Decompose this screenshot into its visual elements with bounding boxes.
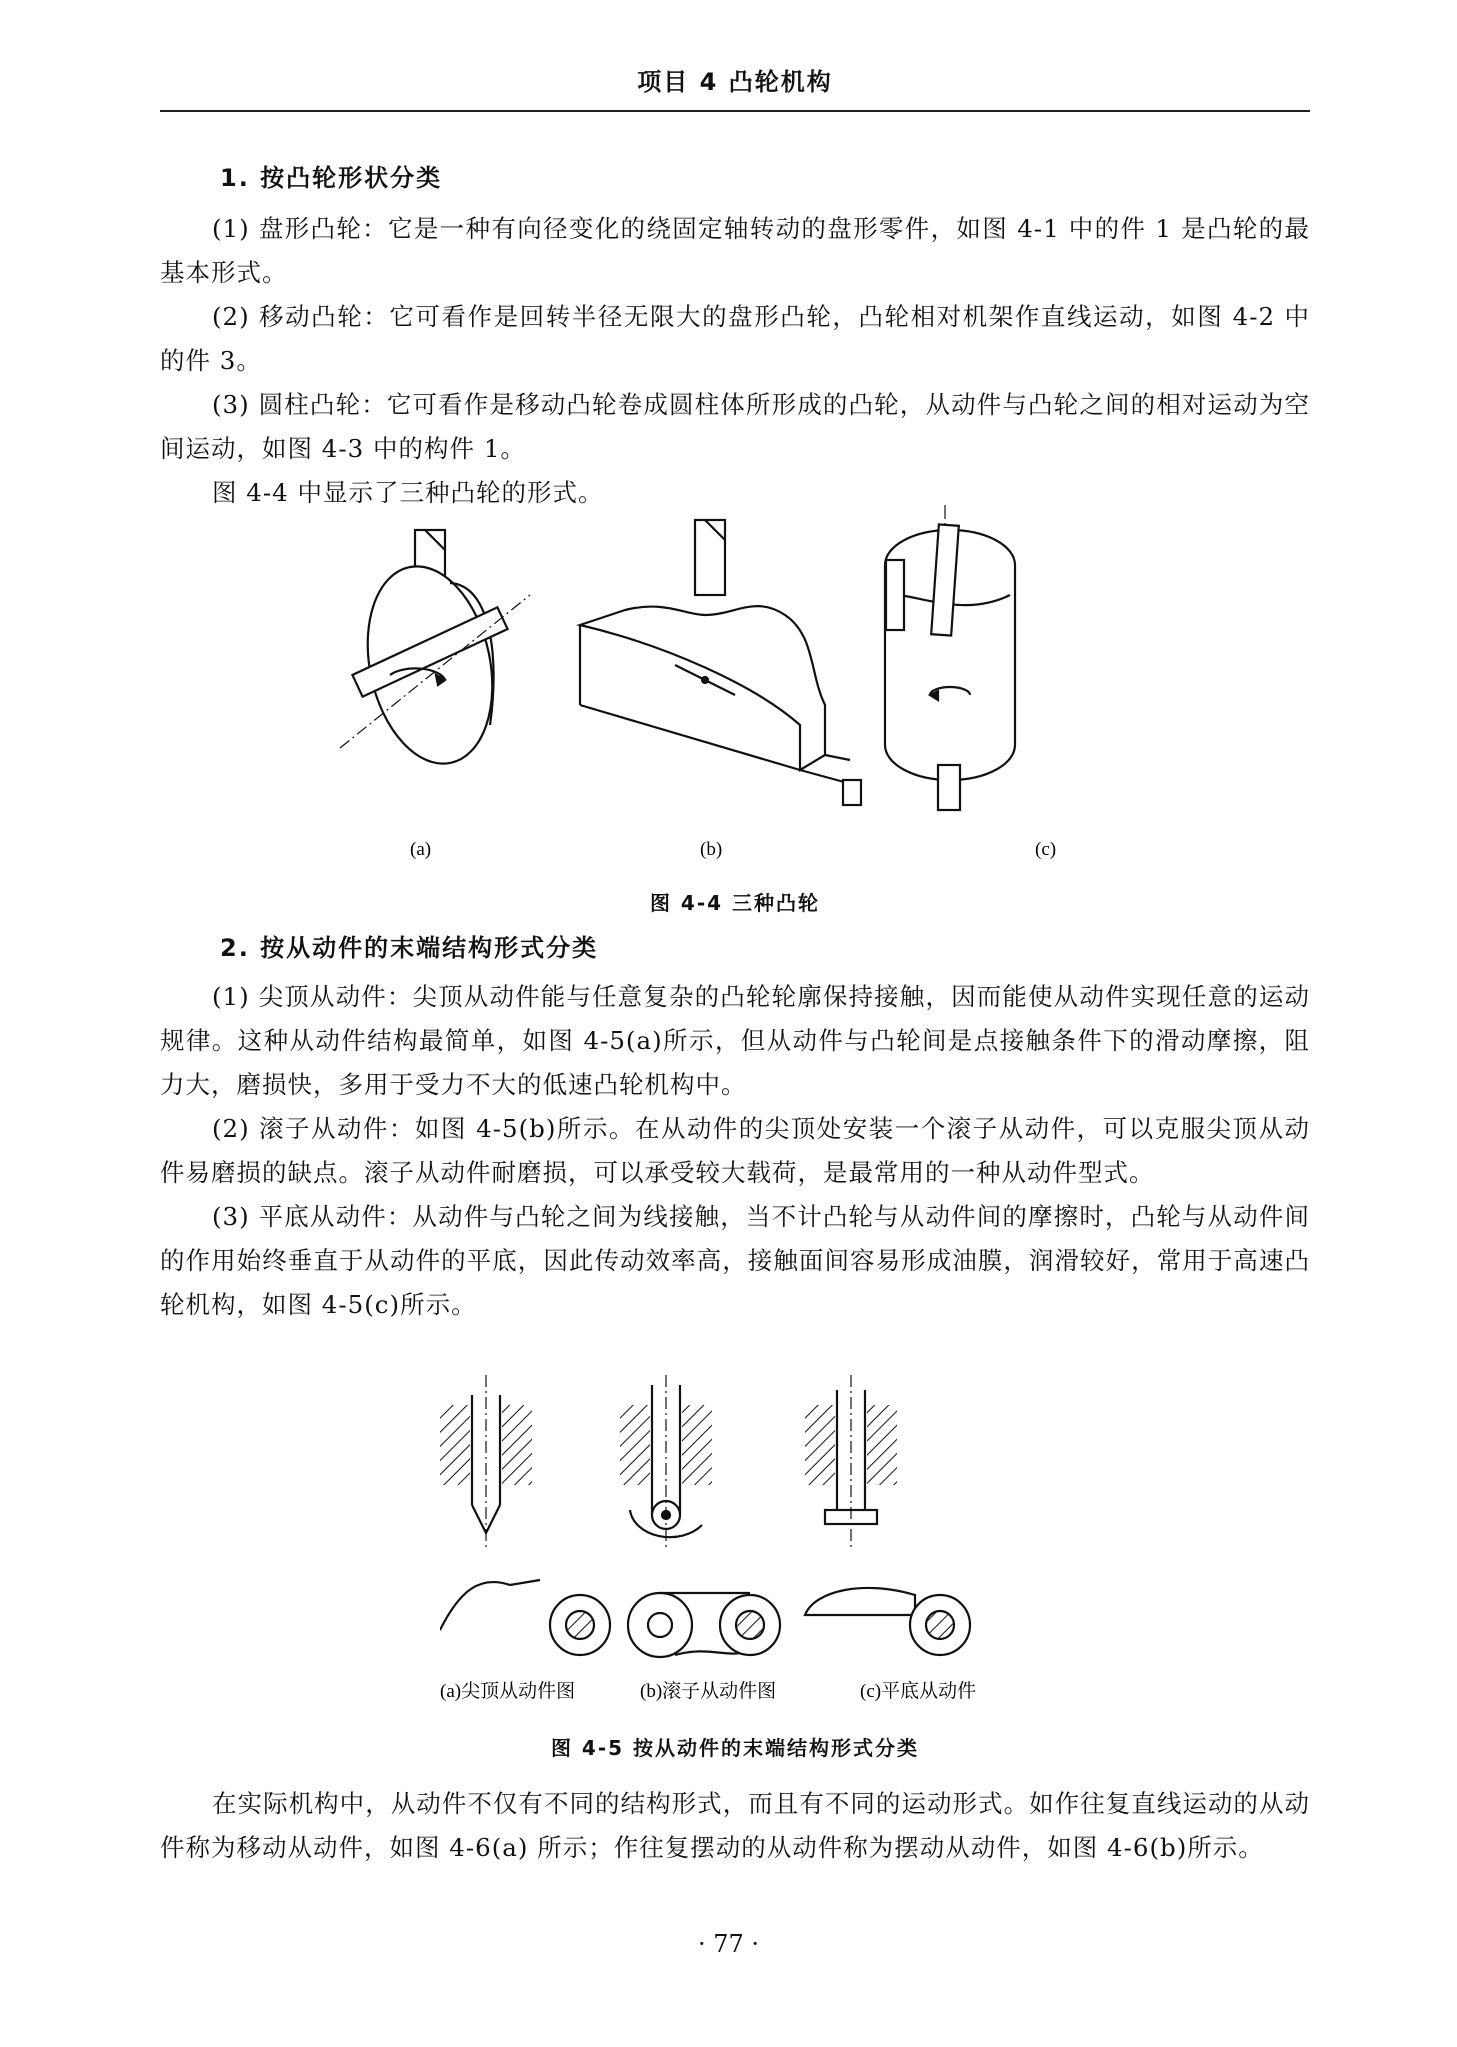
figure-4-4-caption: 图 4-4 三种凸轮 — [649, 891, 821, 915]
flat-faced-follower-drawing — [805, 1375, 970, 1655]
figure-4-5-follower-types — [440, 1375, 1030, 1710]
running-header: 项目 4 凸轮机构 — [637, 68, 833, 96]
closing-section — [160, 1782, 1310, 1870]
disc-cam-drawing — [340, 530, 530, 775]
cylindrical-cam-drawing — [885, 505, 1015, 810]
figure-4-4-label-b: (b) — [700, 839, 723, 860]
paragraph-knife-edge-follower: (1) 尖顶从动件：尖顶从动件能与任意复杂的凸轮轮廓保持接触，因而能使从动件实现任意的运动规律。这种从动件结构最简单，如图 4-5(a)所示，但从动件与凸轮间是点接触条件下的滑动摩擦，阻力大，磨损快，多用于受力不大的低速凸轮机构中。 — [160, 982, 1310, 1099]
paragraph-translating-cam: (2) 移动凸轮：它可看作是回转半径无限大的盘形凸轮，凸轮相对机架作直线运动，如图 4-2 中的件 3。 — [160, 302, 1310, 375]
paragraph-flat-faced-follower: (3) 平底从动件：从动件与凸轮之间为线接触，当不计凸轮与从动件间的摩擦时，凸轮与从动件间的作用始终垂直于从动件的平底，因此传动效率高，接触面间容易形成油膜，润滑较好，常用于高速凸轮机构，如图 4-5(c)所示。 — [160, 1202, 1310, 1319]
section-1-title: 1. 按凸轮形状分类 — [220, 164, 443, 192]
page-number: · 77 · — [697, 1930, 760, 1958]
figure-4-5-caption: 图 4-5 按从动件的末端结构形式分类 — [550, 1736, 920, 1760]
header-rule — [160, 110, 1310, 112]
figure-4-4-label-c: (c) — [1035, 839, 1057, 860]
figure-4-4-label-a: (a) — [410, 839, 432, 860]
paragraph-follower-motion: 在实际机构中，从动件不仅有不同的结构形式，而且有不同的运动形式。如作往复直线运动的从动件称为移动从动件，如图 4-6(a) 所示；作往复摆动的从动件称为摆动从动件，如图 4-6(b)所示。 — [160, 1789, 1310, 1862]
paragraph-roller-follower: (2) 滚子从动件：如图 4-5(b)所示。在从动件的尖顶处安装一个滚子从动件，可以克服尖顶从动件易磨损的缺点。滚子从动件耐磨损，可以承受较大载荷，是最常用的一种从动件型式。 — [160, 1114, 1310, 1187]
paragraph-cylindrical-cam: (3) 圆柱凸轮：它可看作是移动凸轮卷成圆柱体所形成的凸轮，从动件与凸轮之间的相对运动为空间运动，如图 4-3 中的构件 1。 — [160, 390, 1310, 463]
paragraph-disc-cam: (1) 盘形凸轮：它是一种有向径变化的绕固定轴转动的盘形零件，如图 4-1 中的件 1 是凸轮的最基本形式。 — [160, 214, 1310, 287]
section-1 — [160, 158, 1310, 515]
roller-follower-drawing — [620, 1375, 780, 1657]
section-2 — [160, 928, 1310, 1327]
figure-4-4-three-cams — [330, 505, 1120, 865]
figure-4-5-label-a: (a)尖顶从动件图 — [440, 1681, 576, 1702]
figure-4-5-label-c: (c)平底从动件 — [860, 1681, 977, 1702]
translating-cam-drawing — [580, 520, 861, 805]
paragraph-figure-ref: 图 4-4 中显示了三种凸轮的形式。 — [212, 478, 604, 507]
figure-4-5-label-b: (b)滚子从动件图 — [640, 1681, 777, 1702]
knife-edge-follower-drawing — [440, 1375, 610, 1655]
section-2-title: 2. 按从动件的末端结构形式分类 — [220, 934, 599, 962]
